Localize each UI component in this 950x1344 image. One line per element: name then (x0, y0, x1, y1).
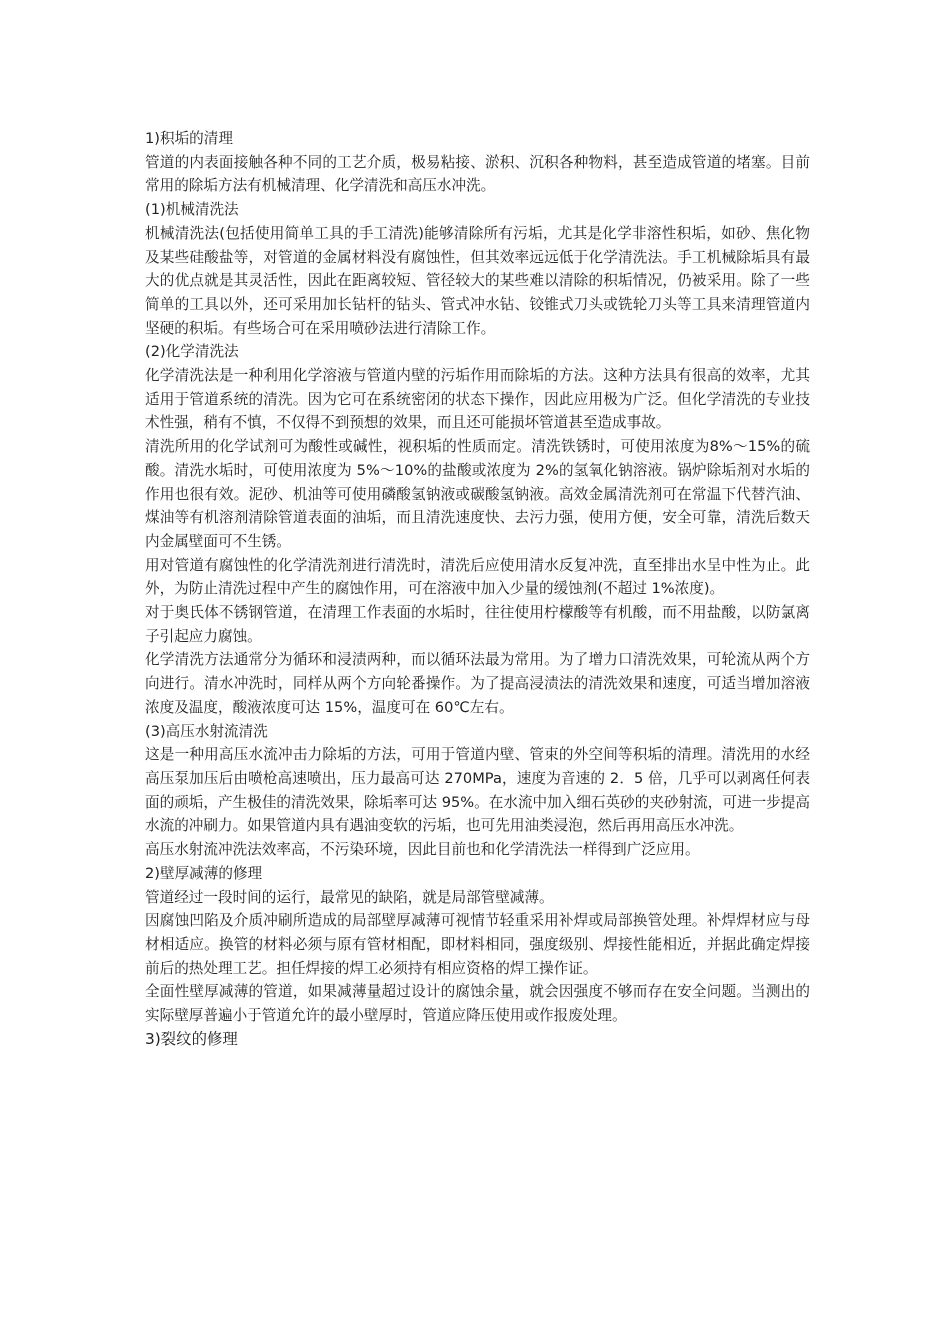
heading-mechanical-cleaning: (1)机械清洗法 (145, 201, 239, 219)
document-body (145, 127, 810, 1051)
paragraph-mechanical-cleaning: 机械清洗法(包括使用简单工具的手工清洗)能够清除所有污垢，尤其是化学非溶性积垢，如砂、焦化物及某些硅酸盐等，对管道的金属材料没有腐蚀性，但其效率远远低于化学清洗法。手工机械除垢具有最大的优点就是其灵活性，因此在距离较短、管径较大的某些难以清除的积垢情况，仍被采用。除了一些简单的工具以外，还可采用加长钻杆的钻头、管式冲水钻、铰锥式刀头或铣轮刀头等工具来清理管道内坚硬的积垢。有些场合可在采用喷砂法进行清除工作。 (145, 224, 810, 337)
paragraph-water-jet-2: 高压水射流冲洗法效率高，不污染环境，因此目前也和化学清洗法一样得到广泛应用。 (145, 841, 700, 859)
paragraph-water-jet-1: 这是一种用高压水流冲击力除垢的方法，可用于管道内壁、管束的外空间等积垢的清理。清洗用的水经高压泵加压后由喷枪高速喷出，压力最高可达 270MPa，速度为音速的 2．5 倍，几乎可以剥离任何表面的顽垢，产生极佳的清洗效果，除垢率可达 95%。在水流中加入细石英砂的夹砂射流，可进一步提高水流的冲刷力。如果管道内具有遇油变软的污垢，也可先用油类浸泡，然后再用高压水冲洗。 (145, 746, 810, 835)
paragraph-wall-thinning-2: 因腐蚀凹陷及介质冲刷所造成的局部壁厚减薄可视情节轻重采用补焊或局部换管处理。补焊焊材应与母材相适应。换管的材料必须与原有管材相配，即材料相同，强度级别、焊接性能相近，并据此确定焊接前后的热处理工艺。担任焊接的焊工必须持有相应资格的焊工操作证。 (145, 912, 810, 977)
paragraph-wall-thinning-3: 全面性壁厚减薄的管道，如果减薄量超过设计的腐蚀余量，就会因强度不够而存在安全问题。当测出的实际壁厚普遍小于管道允许的最小壁厚时，管道应降压使用或作报废处理。 (145, 983, 810, 1025)
heading-scale-cleaning: 1)积垢的清理 (145, 130, 233, 147)
paragraph-chemical-3: 用对管道有腐蚀性的化学清洗剂进行清洗时，清洗后应使用清水反复冲洗，直至排出水呈中性为止。此外，为防止清洗过程中产生的腐蚀作用，可在溶液中加入少量的缓蚀剂(不超过 1%浓度)。 (145, 556, 810, 598)
paragraph-chemical-4: 对于奥氏体不锈钢管道，在清理工作表面的水垢时，往往使用柠檬酸等有机酸，而不用盐酸，以防氯离子引起应力腐蚀。 (145, 604, 810, 645)
paragraph-chemical-1: 化学清洗法是一种利用化学溶液与管道内壁的污垢作用而除垢的方法。这种方法具有很高的效率，尤其适用于管道系统的清洗。因为它可在系统密闭的状态下操作，因此应用极为广泛。但化学清洗的专业技术性强，稍有不慎，不仅得不到预想的效果，而且还可能损坏管道甚至造成事故。 (145, 367, 810, 432)
paragraph-scale-intro: 管道的内表面接触各种不同的工艺介质，极易粘接、淤积、沉积各种物料，甚至造成管道的堵塞。目前常用的除垢方法有机械清理、化学清洗和高压水冲洗。 (145, 153, 810, 195)
heading-wall-thinning: 2)壁厚减薄的修理 (145, 864, 263, 882)
paragraph-chemical-5: 化学清洗方法通常分为循环和浸渍两种，而以循环法最为常用。为了增力口清洗效果，可轮流从两个方向进行。清水冲洗时，同样从两个方向轮番操作。为了提高浸渍法的清洗效果和速度，可适当增加溶液浓度及温度，酸液浓度可达 15%，温度可在 60℃左右。 (145, 651, 810, 716)
paragraph-chemical-2: 清洗所用的化学试剂可为酸性或碱性，视积垢的性质而定。清洗铁锈时，可使用浓度为8%～15%的硫酸。清洗水垢时，可使用浓度为 5%～10%的盐酸或浓度为 2%的氢氧化钠溶液。锅炉除垢剂对水垢的作用也很有效。泥砂、机油等可使用磷酸氢钠液或碳酸氢钠液。高效金属清洗剂可在常温下代替汽油、煤油等有机溶剂清除管道表面的油垢，而且清洗速度快、去污力强，使用方便，安全可靠，清洗后数天内金属壁面可不生锈。 (145, 438, 810, 550)
heading-chemical-cleaning: (2)化学清洗法 (145, 343, 239, 361)
heading-crack-repair: 3)裂纹的修理 (145, 1029, 238, 1048)
heading-water-jet: (3)高压水射流清洗 (145, 722, 268, 740)
paragraph-wall-thinning-1: 管道经过一段时间的运行，最常见的缺陷，就是局部管壁减薄。 (145, 888, 554, 906)
